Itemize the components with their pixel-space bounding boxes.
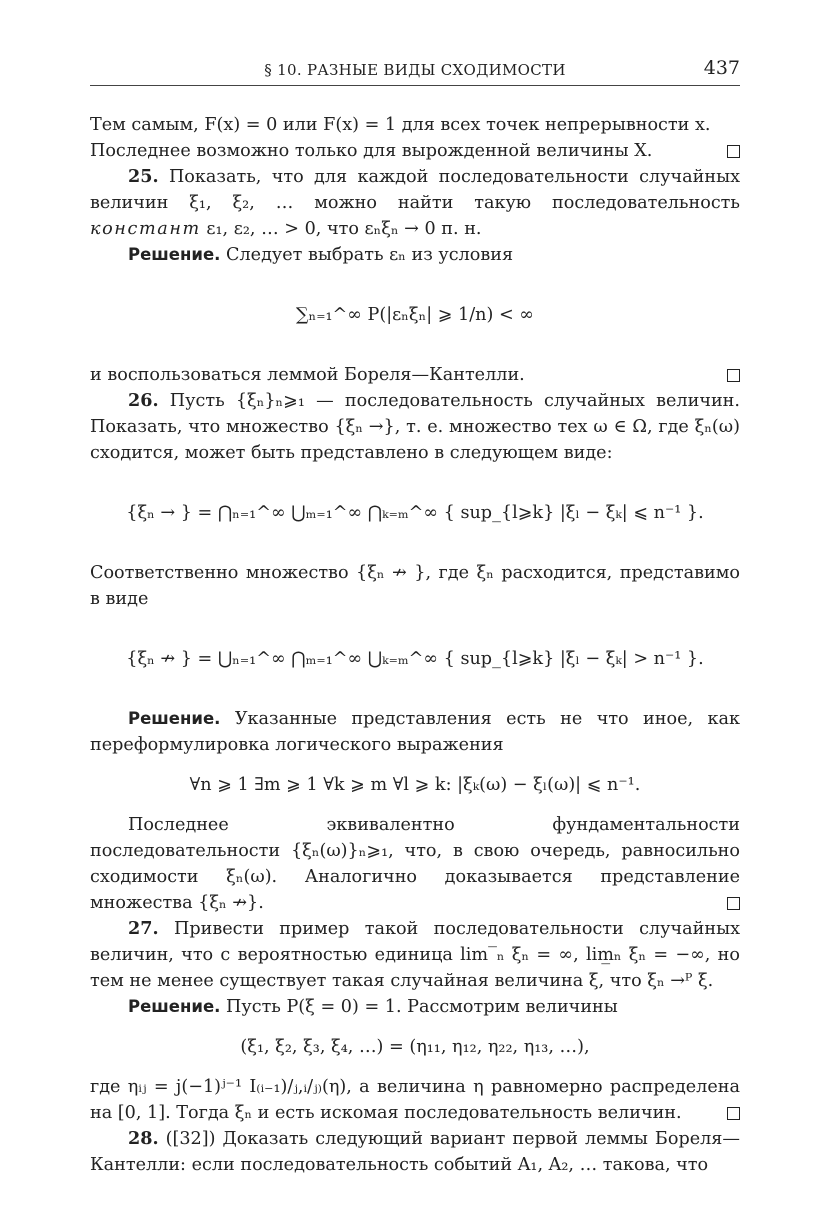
problem-number: 28.	[128, 1128, 159, 1149]
formula: (ξ₁, ξ₂, ξ₃, ξ₄, …) = (η₁₁, η₁₂, η₂₂, η₁₃, …),	[240, 1037, 590, 1057]
text: Последнее эквивалентно фундаментальности последовательности {ξₙ(ω)}ₙ⩾₁, что, в свою очередь, равносильно сходимости ξₙ(ω). Аналогично доказывается представление множества {ξₙ ↛}.	[90, 815, 740, 913]
solution-label: Решение.	[128, 709, 221, 728]
solution-text: Пусть P(ξ = 0) = 1. Рассмотрим величины	[226, 997, 618, 1017]
problem-text: ([32]) Доказать следующий вариант первой леммы Бореля—Кантелли: если последовательность событий A₁, A₂, … такова, что	[90, 1129, 741, 1175]
formula: {ξₙ ↛ } = ⋃ₙ₌₁^∞ ⋂ₘ₌₁^∞ ⋃ₖ₌ₘ^∞ { sup_{l⩾k} |ξₗ − ξₖ| > n⁻¹ }.	[126, 649, 704, 669]
solution-text: Указанные представления есть не что иное, как переформулировка логического выражения	[90, 709, 740, 755]
section-title: § 10. РАЗНЫЕ ВИДЫ СХОДИМОСТИ	[264, 61, 566, 79]
problem-27	[90, 916, 740, 994]
paragraph: Соответственно множество {ξₙ ↛ }, где ξₙ расходится, представимо в виде	[90, 563, 740, 609]
problem-number: 26.	[128, 390, 159, 411]
problem-text: ε₁, ε₂, … > 0, что εₙξₙ → 0 п. н.	[206, 219, 482, 239]
problem-text: Показать, что для каждой последовательности случайных величин ξ₁, ξ₂, … можно найти такую последовательность	[90, 167, 740, 213]
qed-icon	[727, 145, 740, 158]
qed-icon	[727, 369, 740, 382]
running-header	[90, 55, 740, 86]
text-line: Последнее возможно только для вырожденной величины X.	[90, 141, 653, 161]
problem-26	[90, 388, 740, 466]
problem-number: 27.	[128, 918, 159, 939]
emphasis: констант	[90, 219, 201, 239]
paragraph	[90, 812, 740, 916]
page-number: 437	[703, 57, 740, 79]
formula: ∀n ⩾ 1 ∃m ⩾ 1 ∀k ⩾ m ∀l ⩾ k: |ξₖ(ω) − ξₗ(ω)| ⩽ n⁻¹.	[189, 775, 641, 795]
problem-25	[90, 164, 740, 242]
solution-25	[90, 242, 740, 268]
qed-icon	[727, 1107, 740, 1120]
page	[90, 55, 740, 1178]
qed-icon	[727, 897, 740, 910]
page-body	[90, 112, 740, 1178]
problem-28	[90, 1126, 740, 1178]
text: где ηᵢⱼ = j(−1)ʲ⁻¹ I₍ᵢ₋₁)/ⱼ,ᵢ/ⱼ₎(η), а величина η равномерно распределена на [0, 1]. Тогда ξₙ и есть искомая последовательность величин.	[90, 1077, 740, 1123]
problem-text: Привести пример такой последовательности случайных величин, что с вероятностью единица lim‾ₙ ξₙ = ∞, lim̲ₙ ξₙ = −∞, но тем не менее существует такая случайная величина ξ, что ξₙ →ᴾ ξ.	[90, 919, 741, 991]
text: и воспользоваться леммой Бореля—Кантелли.	[90, 365, 525, 385]
solution-label: Решение.	[128, 997, 221, 1016]
problem-number: 25.	[128, 166, 159, 187]
paragraph	[90, 362, 740, 388]
formula: {ξₙ → } = ⋂ₙ₌₁^∞ ⋃ₘ₌₁^∞ ⋂ₖ₌ₘ^∞ { sup_{l⩾k} |ξₗ − ξₖ| ⩽ n⁻¹ }.	[126, 503, 704, 523]
solution-27	[90, 994, 740, 1020]
paragraph	[90, 1074, 740, 1126]
solution-text: Следует выбрать εₙ из условия	[226, 245, 514, 265]
solution-26	[90, 706, 740, 758]
paragraph-intro	[90, 112, 740, 164]
solution-label: Решение.	[128, 245, 221, 264]
formula: ∑ₙ₌₁^∞ P(|εₙξₙ| ⩾ 1/n) < ∞	[296, 305, 534, 325]
problem-text: Пусть {ξₙ}ₙ⩾₁ — последовательность случайных величин. Показать, что множество {ξₙ →}, т. е. множество тех ω ∈ Ω, где ξₙ(ω) сходится, может быть представлено в следующем виде:	[90, 391, 740, 463]
text-line: Тем самым, F(x) = 0 или F(x) = 1 для всех точек непрерывности x.	[90, 115, 711, 135]
